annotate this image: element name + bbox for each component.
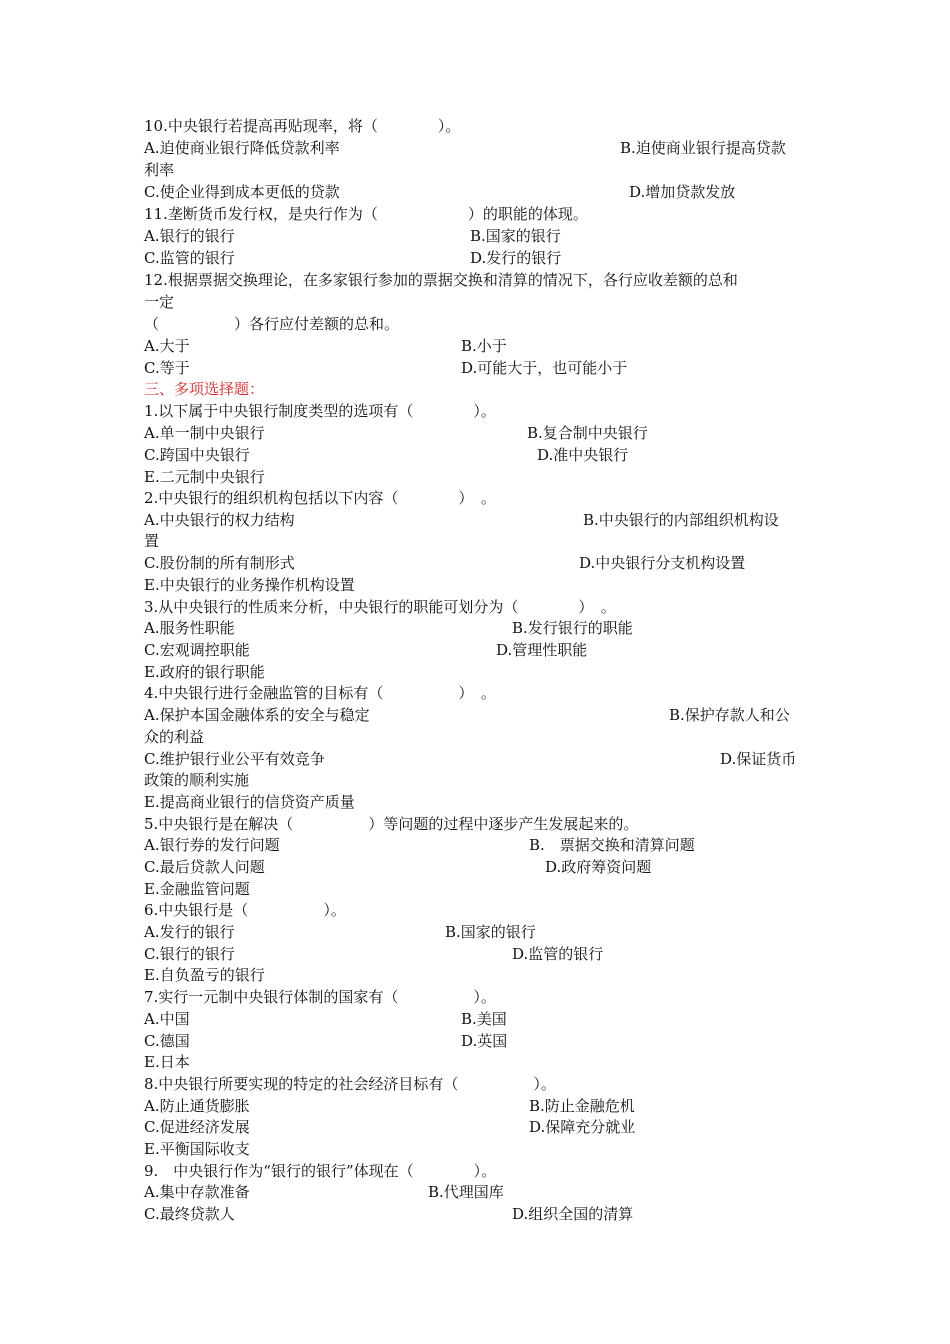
multi-question-5-option-e: E.金融监管问题 xyxy=(144,880,250,898)
multi-question-1-stem: 1.以下属于中央银行制度类型的选项有（ ）。 xyxy=(144,402,496,420)
option-b: B.美国 xyxy=(461,1010,507,1028)
multi-question-8-option-e: E.平衡国际收支 xyxy=(144,1140,250,1158)
multi-question-8-options-ab xyxy=(144,1095,814,1117)
multi-question-9-options-cd xyxy=(144,1203,814,1225)
option-d: D.增加贷款发放 xyxy=(629,183,736,201)
multi-question-7-options-cd xyxy=(144,1030,814,1052)
option-b: B.防止金融危机 xyxy=(529,1097,635,1115)
question-11-stem: 11.垄断货币发行权，是央行作为（ ）的职能的体现。 xyxy=(144,205,588,223)
option-c: C.促进经济发展 xyxy=(144,1118,250,1136)
option-b: B.代理国库 xyxy=(428,1183,504,1201)
multi-question-3-stem: 3.从中央银行的性质来分析，中央银行的职能可划分为（ ） 。 xyxy=(144,598,616,616)
multi-question-1-options-cd xyxy=(144,444,814,466)
option-b-continuation: 众的利益 xyxy=(144,728,205,746)
option-c: C.银行的银行 xyxy=(144,945,235,963)
option-a: A.银行券的发行问题 xyxy=(144,836,280,854)
multi-question-1-option-e: E.二元制中央银行 xyxy=(144,468,265,486)
option-a: A.大于 xyxy=(144,337,190,355)
multi-question-6-options-cd xyxy=(144,943,814,965)
multi-question-7-options-ab xyxy=(144,1008,814,1030)
multi-question-1-options-ab xyxy=(144,422,814,444)
multi-question-4-stem: 4.中央银行进行金融监管的目标有（ ） 。 xyxy=(144,684,496,702)
multi-question-3-options-cd xyxy=(144,639,814,661)
option-c: C.德国 xyxy=(144,1032,190,1050)
question-12-options-cd xyxy=(144,357,814,379)
multi-question-9-options-ab xyxy=(144,1181,814,1203)
multi-question-3-options-ab xyxy=(144,617,814,639)
question-12-stem-continuation: （ ）各行应付差额的总和。 xyxy=(144,315,400,333)
option-a: A.发行的银行 xyxy=(144,923,235,941)
option-c: C.宏观调控职能 xyxy=(144,641,250,659)
option-a: A.单一制中央银行 xyxy=(144,424,265,442)
option-c: C.维护银行业公平有效竞争 xyxy=(144,750,325,768)
option-a: A.集中存款准备 xyxy=(144,1183,250,1201)
option-d: D.政府筹资问题 xyxy=(545,858,652,876)
option-b: B.中央银行的内部组织机构设 xyxy=(583,511,779,529)
multi-question-9-stem: 9. 中央银行作为“银行的银行”体现在（ ）。 xyxy=(144,1162,497,1180)
option-d: D.发行的银行 xyxy=(470,249,562,267)
multi-question-6-stem: 6.中央银行是（ ）。 xyxy=(144,901,346,919)
multi-question-2-options-cd xyxy=(144,552,814,574)
question-12-stem: 12.根据票据交换理论，在多家银行参加的票据交换和清算的情况下，各行应收差额的总和 xyxy=(144,271,738,289)
option-c: C.跨国中央银行 xyxy=(144,446,250,464)
option-c: C.监管的银行 xyxy=(144,249,235,267)
option-a: A.银行的银行 xyxy=(144,227,235,245)
option-b: B.国家的银行 xyxy=(470,227,561,245)
option-a: A.中国 xyxy=(144,1010,190,1028)
option-b: B.发行银行的职能 xyxy=(512,619,633,637)
option-c: C.等于 xyxy=(144,359,190,377)
option-d: D.组织全国的清算 xyxy=(512,1205,634,1223)
option-d-continuation: 政策的顺利实施 xyxy=(144,771,250,789)
multi-question-2-option-e: E.中央银行的业务操作机构设置 xyxy=(144,576,355,594)
option-d: D.可能大于，也可能小于 xyxy=(461,359,628,377)
option-c: C.最终贷款人 xyxy=(144,1205,235,1223)
option-a: A.迫使商业银行降低贷款利率 xyxy=(144,139,340,157)
option-b: B. 票据交换和清算问题 xyxy=(529,836,695,854)
question-11-options-ab xyxy=(144,225,814,247)
multi-question-5-options-cd xyxy=(144,856,814,878)
option-b-continuation: 置 xyxy=(144,532,160,550)
option-d: D.保证货币 xyxy=(720,750,797,768)
option-b: B.复合制中央银行 xyxy=(527,424,648,442)
multi-question-8-options-cd xyxy=(144,1116,814,1138)
multi-question-5-options-ab xyxy=(144,834,814,856)
multi-question-4-option-e: E.提高商业银行的信贷资产质量 xyxy=(144,793,355,811)
option-a: A.中央银行的权力结构 xyxy=(144,511,295,529)
question-12-options-ab xyxy=(144,335,814,357)
option-b-continuation: 利率 xyxy=(144,161,175,179)
option-b: B.保护存款人和公 xyxy=(669,706,790,724)
multi-question-2-stem: 2.中央银行的组织机构包括以下内容（ ） 。 xyxy=(144,489,496,507)
multi-question-3-option-e: E.政府的银行职能 xyxy=(144,663,265,681)
option-d: D.监管的银行 xyxy=(512,945,604,963)
option-d: D.英国 xyxy=(461,1032,508,1050)
question-11-options-cd xyxy=(144,247,814,269)
section-heading: 三、多项选择题： xyxy=(144,380,265,398)
option-a: A.保护本国金融体系的安全与稳定 xyxy=(144,706,370,724)
option-a: A.服务性职能 xyxy=(144,619,235,637)
option-b: B.国家的银行 xyxy=(445,923,536,941)
option-c: C.最后贷款人问题 xyxy=(144,858,265,876)
multi-question-4-options-ab xyxy=(144,704,814,726)
option-d: D.准中央银行 xyxy=(537,446,629,464)
option-d: D.中央银行分支机构设置 xyxy=(579,554,746,572)
multi-question-7-option-e: E.日本 xyxy=(144,1053,190,1071)
question-10-stem: 10.中央银行若提高再贴现率，将（ ）。 xyxy=(144,117,461,135)
option-c: C.股份制的所有制形式 xyxy=(144,554,295,572)
multi-question-6-options-ab xyxy=(144,921,814,943)
option-c: C.使企业得到成本更低的贷款 xyxy=(144,183,340,201)
multi-question-5-stem: 5.中央银行是在解决（ ）等问题的过程中逐步产生发展起来的。 xyxy=(144,815,639,833)
question-10-options-cd xyxy=(144,181,814,203)
question-12-stem-continuation: 一定 xyxy=(144,293,175,311)
multi-question-8-stem: 8.中央银行所要实现的特定的社会经济目标有（ ）。 xyxy=(144,1075,556,1093)
question-10-options-ab xyxy=(144,137,814,159)
option-b: B.迫使商业银行提高贷款 xyxy=(620,139,786,157)
multi-question-6-option-e: E.自负盈亏的银行 xyxy=(144,966,265,984)
option-a: A.防止通货膨胀 xyxy=(144,1097,250,1115)
option-d: D.管理性职能 xyxy=(496,641,588,659)
multi-question-2-options-ab xyxy=(144,509,814,531)
multi-question-4-options-cd xyxy=(144,748,814,770)
multi-question-7-stem: 7.实行一元制中央银行体制的国家有（ ）。 xyxy=(144,988,496,1006)
option-d: D.保障充分就业 xyxy=(529,1118,636,1136)
option-b: B.小于 xyxy=(461,337,507,355)
